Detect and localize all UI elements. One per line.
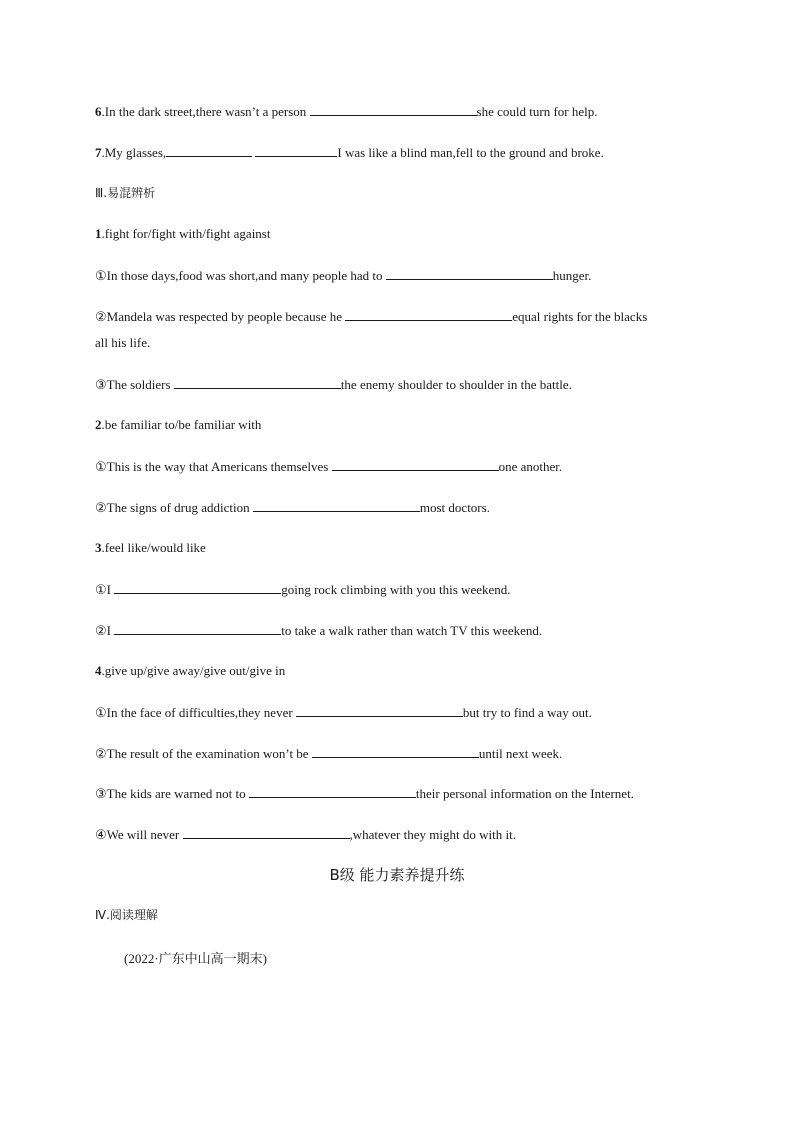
sentence-text: ①This is the way that Americans themselves	[95, 459, 332, 474]
sentence-text: ②I	[95, 623, 115, 638]
group-4-title	[95, 663, 285, 679]
group-title: .fight for/fight with/fight against	[101, 226, 271, 241]
question-text: .My glasses,	[101, 145, 167, 160]
question-7	[95, 144, 604, 161]
group-2-title	[95, 417, 261, 433]
sentence-text: ③The kids are warned not to	[95, 786, 249, 801]
answer-blank[interactable]	[183, 826, 350, 839]
group-title: .feel like/would like	[101, 540, 206, 555]
sentence-text: until next week.	[478, 746, 563, 761]
sentence-text: their personal information on the Internet.	[415, 786, 634, 801]
question-6	[95, 103, 598, 120]
section-heading: Ⅳ.阅读理解	[95, 908, 158, 922]
sentence-1-1	[95, 267, 591, 284]
answer-blank[interactable]	[114, 581, 281, 594]
answer-blank[interactable]	[253, 499, 420, 512]
sentence-2-2	[95, 499, 490, 516]
sentence-text: ②Mandela was respected by people because he	[95, 309, 346, 324]
answer-blank[interactable]	[249, 785, 416, 798]
sentence-1-2-continuation: all his life.	[95, 335, 151, 350]
sentence-4-4	[95, 826, 516, 843]
section-heading: Ⅲ.易混辨析	[95, 186, 156, 200]
answer-blank[interactable]	[312, 745, 479, 758]
group-number: 1	[95, 226, 102, 241]
answer-blank[interactable]	[114, 622, 281, 635]
sentence-1-3	[95, 376, 572, 393]
sentence-4-1	[95, 704, 592, 721]
sentence-text: ②The signs of drug addiction	[95, 500, 253, 515]
sentence-4-3	[95, 785, 634, 802]
question-text: I was like a blind man,fell to the ground and broke.	[337, 145, 604, 160]
group-1-title	[95, 226, 270, 242]
sentence-3-1	[95, 581, 511, 598]
question-number: 6	[95, 104, 102, 119]
answer-blank[interactable]	[296, 704, 463, 717]
answer-blank[interactable]	[166, 144, 252, 157]
sentence-text: going rock climbing with you this weekend.	[281, 582, 511, 597]
sentence-text: equal rights for the blacks	[512, 309, 648, 324]
sentence-text: most doctors.	[419, 500, 490, 515]
sentence-text: ①I	[95, 582, 115, 597]
sentence-1-2	[95, 308, 647, 325]
sentence-text: one another.	[498, 459, 563, 474]
answer-blank[interactable]	[255, 144, 337, 157]
sentence-3-2	[95, 622, 542, 639]
sentence-4-2	[95, 745, 562, 762]
sentence-text: ①In the face of difficulties,they never	[95, 705, 296, 720]
answer-blank[interactable]	[345, 308, 512, 321]
group-3-title	[95, 540, 206, 556]
question-text: .In the dark street,there wasn’t a person	[101, 104, 310, 119]
group-title: .be familiar to/be familiar with	[101, 417, 262, 432]
sentence-text: ④We will never	[95, 827, 183, 842]
answer-blank[interactable]	[174, 376, 341, 389]
group-number: 2	[95, 417, 102, 432]
sentence-text: hunger.	[552, 268, 592, 283]
answer-blank[interactable]	[310, 103, 477, 116]
group-number: 3	[95, 540, 102, 555]
answer-blank[interactable]	[332, 458, 499, 471]
question-text: she could turn for help.	[476, 104, 598, 119]
level-b-heading: B级 能力素养提升练	[329, 866, 465, 884]
sentence-text: but try to find a way out.	[462, 705, 592, 720]
source-note: (2022·广东中山高一期末)	[124, 951, 267, 966]
sentence-text: the enemy shoulder to shoulder in the battle.	[340, 377, 572, 392]
sentence-2-1	[95, 458, 562, 475]
answer-blank[interactable]	[386, 267, 553, 280]
sentence-text: ②The result of the examination won’t be	[95, 746, 312, 761]
sentence-text: ,whatever they might do with it.	[349, 827, 516, 842]
sentence-text: to take a walk rather than watch TV this weekend.	[281, 623, 543, 638]
group-number: 4	[95, 663, 102, 678]
sentence-text: ①In those days,food was short,and many people had to	[95, 268, 386, 283]
group-title: .give up/give away/give out/give in	[101, 663, 286, 678]
question-number: 7	[95, 145, 102, 160]
sentence-text: ③The soldiers	[95, 377, 174, 392]
